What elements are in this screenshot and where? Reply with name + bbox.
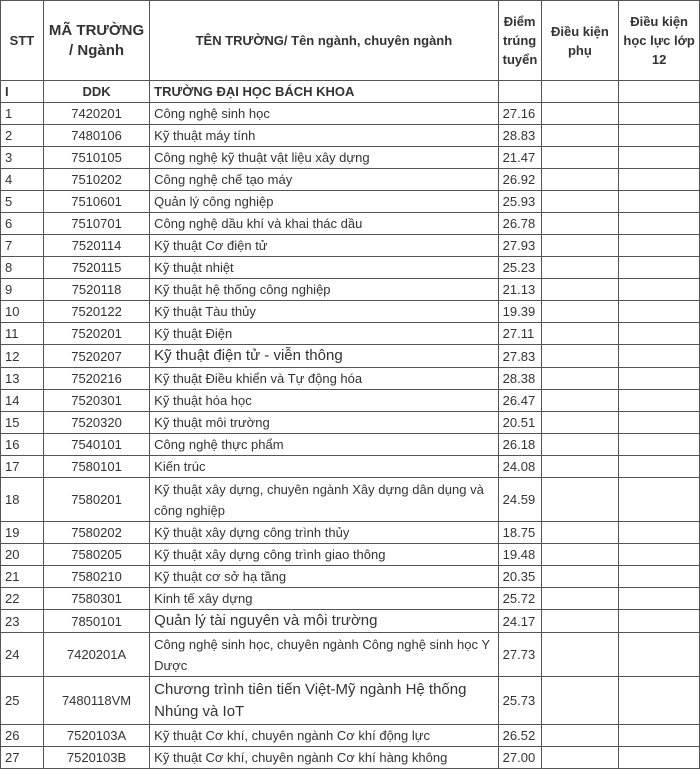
row-stt: 3 — [1, 147, 44, 169]
row-name: Kỹ thuật nhiệt — [150, 257, 498, 279]
row-grade-condition — [619, 345, 700, 368]
row-grade-condition — [619, 725, 700, 747]
header-row — [1, 1, 700, 81]
row-code: 7520103B — [43, 747, 149, 769]
row-code: 7510601 — [43, 191, 149, 213]
row-grade-condition — [619, 566, 700, 588]
row-condition — [541, 345, 619, 368]
header-score: Điểm trúng tuyển — [498, 1, 541, 81]
row-name: Công nghệ dầu khí và khai thác dầu — [150, 213, 498, 235]
table-row — [1, 434, 700, 456]
row-name: Kiến trúc — [150, 456, 498, 478]
row-condition — [541, 368, 619, 390]
row-condition — [541, 301, 619, 323]
row-name: Kỹ thuật Tàu thủy — [150, 301, 498, 323]
row-stt: 10 — [1, 301, 44, 323]
row-condition — [541, 633, 619, 677]
row-code: 7520207 — [43, 345, 149, 368]
row-grade-condition — [619, 677, 700, 725]
row-score: 27.93 — [498, 235, 541, 257]
row-condition — [541, 103, 619, 125]
row-grade-condition — [619, 125, 700, 147]
row-condition — [541, 147, 619, 169]
row-condition — [541, 588, 619, 610]
row-score: 26.92 — [498, 169, 541, 191]
row-grade-condition — [619, 633, 700, 677]
row-condition — [541, 456, 619, 478]
table-row — [1, 412, 700, 434]
section-cond — [541, 81, 619, 103]
row-name: Chương trình tiên tiến Việt-Mỹ ngành Hệ thống Nhúng và IoT — [150, 677, 498, 725]
section-name: TRƯỜNG ĐẠI HỌC BÁCH KHOA — [150, 81, 498, 103]
row-code: 7520114 — [43, 235, 149, 257]
row-stt: 23 — [1, 610, 44, 633]
table-row — [1, 279, 700, 301]
row-grade-condition — [619, 279, 700, 301]
row-code: 7520122 — [43, 301, 149, 323]
row-condition — [541, 235, 619, 257]
table-row — [1, 522, 700, 544]
row-stt: 8 — [1, 257, 44, 279]
row-stt: 9 — [1, 279, 44, 301]
section-code: DDK — [43, 81, 149, 103]
table-row — [1, 345, 700, 368]
row-stt: 16 — [1, 434, 44, 456]
table-row — [1, 257, 700, 279]
row-score: 25.73 — [498, 677, 541, 725]
row-stt: 27 — [1, 747, 44, 769]
row-code: 7510701 — [43, 213, 149, 235]
table-row — [1, 566, 700, 588]
row-code: 7540101 — [43, 434, 149, 456]
row-name: Công nghệ kỹ thuật vật liệu xây dựng — [150, 147, 498, 169]
row-code: 7850101 — [43, 610, 149, 633]
row-name: Kỹ thuật xây dựng công trình giao thông — [150, 544, 498, 566]
row-condition — [541, 747, 619, 769]
table-row — [1, 633, 700, 677]
table-row — [1, 169, 700, 191]
row-stt: 19 — [1, 522, 44, 544]
row-name: Kỹ thuật xây dựng công trình thủy — [150, 522, 498, 544]
row-name: Quản lý công nghiệp — [150, 191, 498, 213]
row-name: Kỹ thuật hệ thống công nghiệp — [150, 279, 498, 301]
section-score — [498, 81, 541, 103]
row-score: 27.16 — [498, 103, 541, 125]
table-row — [1, 390, 700, 412]
row-grade-condition — [619, 390, 700, 412]
table-row — [1, 103, 700, 125]
row-grade-condition — [619, 544, 700, 566]
row-name: Kỹ thuật điện tử - viễn thông — [150, 345, 498, 368]
row-grade-condition — [619, 522, 700, 544]
row-stt: 5 — [1, 191, 44, 213]
row-score: 20.35 — [498, 566, 541, 588]
row-condition — [541, 412, 619, 434]
row-grade-condition — [619, 213, 700, 235]
row-condition — [541, 125, 619, 147]
row-code: 7520103A — [43, 725, 149, 747]
row-condition — [541, 323, 619, 345]
row-code: 7520118 — [43, 279, 149, 301]
row-name: Kỹ thuật máy tính — [150, 125, 498, 147]
row-stt: 1 — [1, 103, 44, 125]
table-row — [1, 544, 700, 566]
row-score: 24.17 — [498, 610, 541, 633]
row-grade-condition — [619, 257, 700, 279]
row-code: 7420201 — [43, 103, 149, 125]
table-row — [1, 588, 700, 610]
header-code: MÃ TRƯỜNG / Ngành — [43, 1, 149, 81]
header-name: TÊN TRƯỜNG/ Tên ngành, chuyên ngành — [150, 1, 498, 81]
row-score: 21.13 — [498, 279, 541, 301]
row-code: 7580205 — [43, 544, 149, 566]
row-score: 25.72 — [498, 588, 541, 610]
row-stt: 7 — [1, 235, 44, 257]
table-row — [1, 368, 700, 390]
row-code: 7580201 — [43, 478, 149, 522]
row-stt: 6 — [1, 213, 44, 235]
row-name: Kỹ thuật Điện — [150, 323, 498, 345]
row-grade-condition — [619, 323, 700, 345]
row-score: 26.52 — [498, 725, 541, 747]
row-grade-condition — [619, 169, 700, 191]
row-stt: 20 — [1, 544, 44, 566]
table-row — [1, 478, 700, 522]
row-score: 26.78 — [498, 213, 541, 235]
row-grade-condition — [619, 434, 700, 456]
row-name: Công nghệ sinh học, chuyên ngành Công nghệ sinh học Y Dược — [150, 633, 498, 677]
row-grade-condition — [619, 147, 700, 169]
row-code: 7520115 — [43, 257, 149, 279]
table-row — [1, 191, 700, 213]
row-score: 24.59 — [498, 478, 541, 522]
row-code: 7580101 — [43, 456, 149, 478]
row-code: 7420201A — [43, 633, 149, 677]
row-code: 7510105 — [43, 147, 149, 169]
row-score: 27.11 — [498, 323, 541, 345]
row-score: 21.47 — [498, 147, 541, 169]
header-condition: Điều kiện phụ — [541, 1, 619, 81]
row-condition — [541, 610, 619, 633]
table-row — [1, 125, 700, 147]
row-name: Công nghệ chế tạo máy — [150, 169, 498, 191]
row-condition — [541, 434, 619, 456]
table-row — [1, 235, 700, 257]
row-grade-condition — [619, 588, 700, 610]
table-row — [1, 610, 700, 633]
row-score: 18.75 — [498, 522, 541, 544]
row-stt: 13 — [1, 368, 44, 390]
row-name: Công nghệ sinh học — [150, 103, 498, 125]
row-condition — [541, 522, 619, 544]
row-stt: 24 — [1, 633, 44, 677]
row-code: 7480118VM — [43, 677, 149, 725]
table-row — [1, 456, 700, 478]
table-row — [1, 747, 700, 769]
row-score: 19.48 — [498, 544, 541, 566]
row-stt: 25 — [1, 677, 44, 725]
row-stt: 2 — [1, 125, 44, 147]
section-stt: I — [1, 81, 44, 103]
row-code: 7520301 — [43, 390, 149, 412]
row-score: 19.39 — [498, 301, 541, 323]
row-condition — [541, 191, 619, 213]
row-code: 7520216 — [43, 368, 149, 390]
row-code: 7580202 — [43, 522, 149, 544]
row-grade-condition — [619, 610, 700, 633]
row-condition — [541, 257, 619, 279]
row-grade-condition — [619, 191, 700, 213]
row-stt: 17 — [1, 456, 44, 478]
header-grade-condition: Điều kiện học lực lớp 12 — [619, 1, 700, 81]
row-name: Kinh tế xây dựng — [150, 588, 498, 610]
row-stt: 21 — [1, 566, 44, 588]
table-row — [1, 725, 700, 747]
row-stt: 4 — [1, 169, 44, 191]
table-row — [1, 301, 700, 323]
row-code: 7520320 — [43, 412, 149, 434]
table-row — [1, 677, 700, 725]
row-score: 26.18 — [498, 434, 541, 456]
row-grade-condition — [619, 412, 700, 434]
table-row — [1, 323, 700, 345]
row-code: 7580210 — [43, 566, 149, 588]
row-code: 7580301 — [43, 588, 149, 610]
row-grade-condition — [619, 478, 700, 522]
row-name: Quản lý tài nguyên và môi trường — [150, 610, 498, 633]
row-score: 27.00 — [498, 747, 541, 769]
section-row — [1, 81, 700, 103]
row-score: 24.08 — [498, 456, 541, 478]
row-score: 27.83 — [498, 345, 541, 368]
row-condition — [541, 169, 619, 191]
row-stt: 15 — [1, 412, 44, 434]
table-row — [1, 147, 700, 169]
row-name: Công nghệ thực phẩm — [150, 434, 498, 456]
row-stt: 22 — [1, 588, 44, 610]
row-code: 7510202 — [43, 169, 149, 191]
row-stt: 18 — [1, 478, 44, 522]
row-grade-condition — [619, 235, 700, 257]
row-score: 26.47 — [498, 390, 541, 412]
row-condition — [541, 725, 619, 747]
row-grade-condition — [619, 103, 700, 125]
row-name: Kỹ thuật xây dựng, chuyên ngành Xây dựng dân dụng và công nghiệp — [150, 478, 498, 522]
row-stt: 12 — [1, 345, 44, 368]
row-name: Kỹ thuật hóa học — [150, 390, 498, 412]
row-grade-condition — [619, 368, 700, 390]
row-condition — [541, 677, 619, 725]
row-name: Kỹ thuật Cơ điện tử — [150, 235, 498, 257]
row-name: Kỹ thuật môi trường — [150, 412, 498, 434]
row-score: 25.23 — [498, 257, 541, 279]
row-grade-condition — [619, 301, 700, 323]
table-row — [1, 213, 700, 235]
row-name: Kỹ thuật Cơ khí, chuyên ngành Cơ khí hàng không — [150, 747, 498, 769]
row-code: 7480106 — [43, 125, 149, 147]
row-stt: 26 — [1, 725, 44, 747]
row-grade-condition — [619, 456, 700, 478]
row-name: Kỹ thuật cơ sở hạ tầng — [150, 566, 498, 588]
row-code: 7520201 — [43, 323, 149, 345]
row-condition — [541, 478, 619, 522]
row-score: 20.51 — [498, 412, 541, 434]
row-score: 27.73 — [498, 633, 541, 677]
row-grade-condition — [619, 747, 700, 769]
row-stt: 14 — [1, 390, 44, 412]
header-stt: STT — [1, 1, 44, 81]
row-score: 28.38 — [498, 368, 541, 390]
row-stt: 11 — [1, 323, 44, 345]
row-condition — [541, 213, 619, 235]
row-score: 25.93 — [498, 191, 541, 213]
row-name: Kỹ thuật Cơ khí, chuyên ngành Cơ khí động lực — [150, 725, 498, 747]
row-condition — [541, 390, 619, 412]
row-condition — [541, 544, 619, 566]
section-grade — [619, 81, 700, 103]
row-condition — [541, 279, 619, 301]
row-condition — [541, 566, 619, 588]
row-name: Kỹ thuật Điều khiển và Tự động hóa — [150, 368, 498, 390]
row-score: 28.83 — [498, 125, 541, 147]
